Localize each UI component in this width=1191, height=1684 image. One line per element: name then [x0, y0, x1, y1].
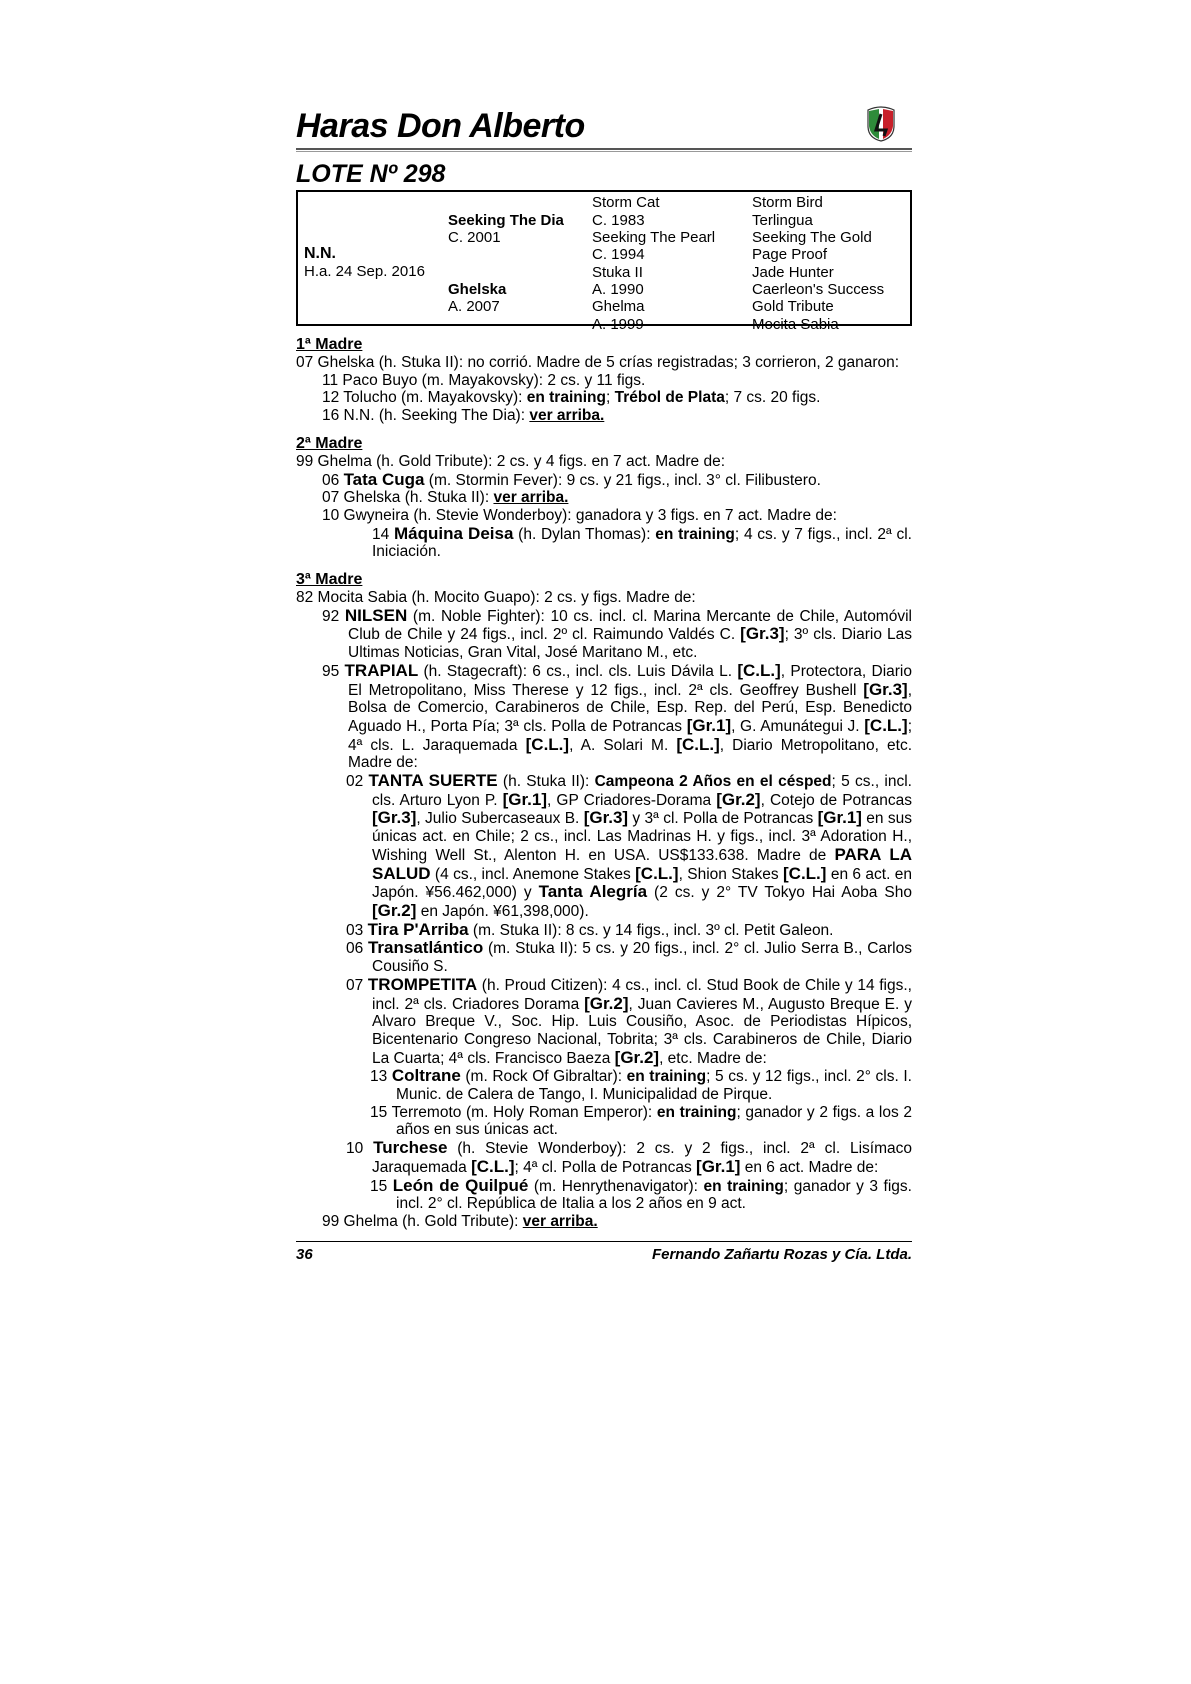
gen2-cell: Seeking The Pearl: [592, 229, 716, 246]
gen3-cell: Page Proof: [752, 246, 828, 263]
produce-line: 06 Tata Cuga (m. Stormin Fever): 9 cs. y 21 figs., incl. 3° cl. Filibustero.: [322, 469, 821, 489]
produce-entry: 06 Transatlántico (m. Stuka II): 5 cs. y 20 figs., incl. 2° cl. Julio Serra B., Carlos Cousiño S.: [346, 938, 912, 976]
subject-name: N.N.: [304, 245, 336, 262]
produce-line: 14 Máquina Deisa (h. Dylan Thomas): en training; 4 cs. y 7 figs., incl. 2ª cl. Iniciación.: [372, 523, 912, 561]
dam-intro: 82 Mocita Sabia (h. Mocito Guapo): 2 cs. y figs. Madre de:: [296, 589, 696, 607]
produce-entry: 03 Tira P'Arriba (m. Stuka II): 8 cs. y 14 figs., incl. 3º cl. Petit Galeon.: [346, 919, 834, 939]
gen2-cell: Stuka II: [592, 264, 643, 281]
produce-entry: 13 Coltrane (m. Rock Of Gibraltar): en training; 5 cs. y 12 figs., incl. 2° cls. I. Munic. de Calera de Tango, I. Municipalidad de Pirque.: [370, 1066, 912, 1104]
gen3-cell: Jade Hunter: [752, 264, 834, 281]
pedigree-table: [296, 190, 912, 333]
sire-info: C. 2001: [448, 229, 501, 246]
produce-entry: 15 León de Quilpué (m. Henrythenavigator): en training; ganador y 3 figs. incl. 2° cl. República de Italia a los 2 años en 9 act.: [370, 1175, 912, 1213]
page-number: 36: [296, 1245, 313, 1263]
dam-intro: 99 Ghelma (h. Gold Tribute): 2 cs. y 4 figs. en 7 act. Madre de:: [296, 452, 726, 470]
produce-line: 07 Ghelska (h. Stuka II): ver arriba.: [322, 489, 569, 507]
produce-entry: 10 Turchese (h. Stevie Wonderboy): 2 cs. y 2 figs., incl. 2ª cl. Lisímaco Jaraquemada [C.L.]; 4ª cl. Polla de Potrancas [Gr.1] en 6 act. Madre de:: [346, 1138, 912, 1176]
first-dam-section: [296, 335, 912, 425]
second-dam-section: [296, 434, 912, 561]
section-heading: 2ª Madre: [296, 434, 363, 452]
produce-line: 12 Tolucho (m. Mayakovsky): en training; Trébol de Plata; 7 cs. 20 figs.: [322, 389, 821, 407]
produce-entry: 92 NILSEN (m. Noble Fighter): 10 cs. incl. cl. Marina Mercante de Chile, Automóvil Club de Chile y 24 figs., incl. 2º cl. Raimundo Valdés C. [Gr.3]; 3º cls. Diario Las Ultimas Noticias, Gran Vital, José Maritano M., etc.: [322, 605, 912, 662]
gen2-cell: Storm Cat: [592, 194, 660, 211]
subject-info: H.a. 24 Sep. 2016: [304, 263, 425, 280]
produce-entry: 15 Terremoto (m. Holy Roman Emperor): en training; ganador y 2 figs. a los 2 años en sus únicas act.: [370, 1103, 913, 1139]
see-above-link: ver arriba.: [529, 407, 605, 425]
gen2-cell: A. 1990: [592, 281, 644, 298]
see-above-link: ver arriba.: [493, 489, 569, 507]
header-rule: [296, 148, 912, 152]
gen2-cell: A. 1999: [592, 316, 644, 333]
gen3-cell: Storm Bird: [752, 194, 823, 211]
page-header: [296, 106, 912, 146]
produce-line: 11 Paco Buyo (m. Mayakovsky): 2 cs. y 11 figs.: [322, 371, 646, 389]
haras-logo-icon: [864, 106, 898, 142]
catalog-page: [296, 100, 912, 1263]
produce-entry: 07 TROMPETITA (h. Proud Citizen): 4 cs., incl. cl. Stud Book de Chile y 14 figs., incl. 2ª cls. Criadores Dorama [Gr.2], Juan Cavieres M., Augusto Breque E. y Alvaro Breque V., Soc. Hip. Luis Cousiño, Asoc. de Periodistas Hípicos, Bicentenario Congreso Nacional, Tobrita; 3ª cls. Carabineros de Chile, Diario La Cuarta; 4ª cls. Francisco Baeza [Gr.2], etc. Madre de:: [346, 974, 912, 1067]
gen3-cell: Seeking The Gold: [752, 229, 872, 246]
produce-entry: 02 TANTA SUERTE (h. Stuka II): Campeona 2 Años en el césped; 5 cs., incl. cls. Arturo Lyon P. [Gr.1], GP Criadores-Dorama [Gr.2], Cotejo de Potrancas [Gr.3], Julio Subercaseaux B. [Gr.3] y 3ª cl. Polla de Potrancas [Gr.1] en sus únicas act. en Chile; 2 cs., incl. Las Madrinas H. y figs., incl. 3ª Adoration H., Wishing Well St., Alenton H. en USA. US$133.638. Madre de PARA LA SALUD (4 cs., incl. Anemone Stakes [C.L.], Shion Stakes [C.L.] en 6 act. en Japón. ¥56.462,000) y Tanta Alegría (2 cs. y 2° TV Tokyo Hai Aoba Sho [Gr.2] en Japón. ¥61,398,000).: [346, 771, 913, 920]
gen2-cell: C. 1983: [592, 212, 645, 229]
produce-line: 10 Gwyneira (h. Stevie Wonderboy): ganadora y 3 figs. en 7 act. Madre de:: [322, 506, 837, 524]
see-above-link: ver arriba.: [522, 1212, 598, 1230]
gen3-cell: Mocita Sabia: [752, 316, 839, 333]
gen2-cell: C. 1994: [592, 246, 645, 263]
gen3-cell: Caerleon's Success: [752, 281, 885, 298]
gen3-cell: Terlingua: [752, 212, 813, 229]
page-footer: [296, 1241, 912, 1263]
dam-intro: 07 Ghelska (h. Stuka II): no corrió. Madre de 5 crías registradas; 3 corrieron, 2 ganaron:: [296, 354, 900, 371]
gen3-cell: Gold Tribute: [752, 298, 834, 315]
lot-number: LOTE Nº 298: [296, 160, 446, 188]
page-title: Haras Don Alberto: [296, 107, 585, 145]
section-heading: 3ª Madre: [296, 571, 363, 589]
dam-name: Ghelska: [448, 281, 507, 298]
produce-entry: 95 TRAPIAL (h. Stagecraft): 6 cs., incl. cls. Luis Dávila L. [C.L.], Protectora, Diario El Metropolitano, Miss Therese y 12 figs., incl. 2ª cls. Geoffrey Bushell [Gr.3], Bolsa de Comercio, Carabineros de Chile, Esp. Rep. del Perú, Esp. Benedicto Aguado H., Porta Pía; 3ª cls. Polla de Potrancas [Gr.1], G. Amunátegui J. [C.L.]; 4ª cls. L. Jaraquemada [C.L.], A. Solari M. [C.L.], Diario Metropolitano, etc. Madre de:: [322, 660, 913, 772]
third-dam-section: [296, 570, 912, 1231]
gen2-cell: Ghelma: [592, 298, 645, 315]
section-heading: 1ª Madre: [296, 336, 363, 353]
produce-line: 16 N.N. (h. Seeking The Dia): ver arriba.: [322, 407, 605, 425]
dam-info: A. 2007: [448, 298, 500, 315]
sire-name: Seeking The Dia: [448, 212, 564, 229]
publisher: Fernando Zañartu Rozas y Cía. Ltda.: [651, 1245, 912, 1263]
produce-line: 99 Ghelma (h. Gold Tribute): ver arriba.: [322, 1212, 598, 1230]
